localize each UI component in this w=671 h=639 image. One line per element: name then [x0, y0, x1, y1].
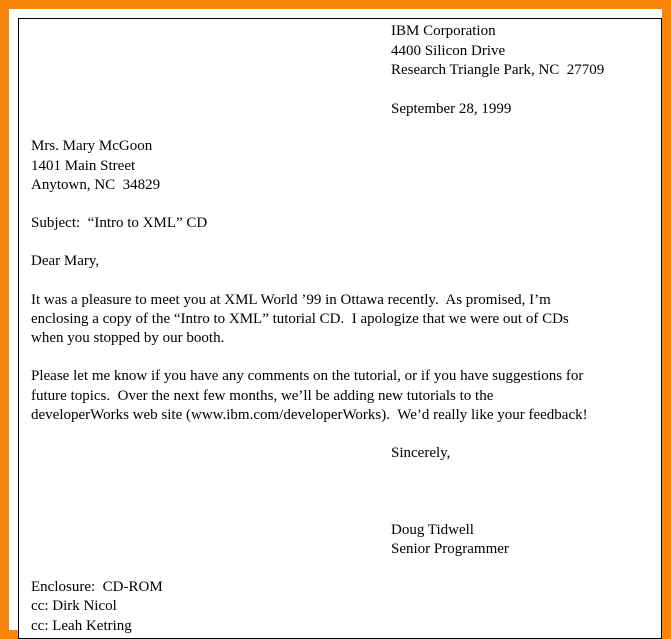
- body-paragraph-1-line: when you stopped by our booth.: [31, 330, 225, 346]
- body-paragraph-2-line: Please let me know if you have any comments on the tutorial, or if you have suggestions for: [31, 368, 584, 384]
- body-paragraph-1-line: It was a pleasure to meet you at XML World ’99 in Ottawa recently. As promised, I’m: [31, 292, 551, 308]
- signer-title: Senior Programmer: [391, 541, 509, 557]
- letter-date: September 28, 1999: [391, 101, 512, 117]
- closing: Sincerely,: [391, 445, 451, 461]
- recipient-name: Mrs. Mary McGoon: [31, 138, 153, 154]
- body-paragraph-2-line: developerWorks web site (www.ibm.com/developerWorks). We’d really like your feedback!: [31, 407, 588, 423]
- signer-name: Doug Tidwell: [391, 522, 474, 538]
- letter-page: [18, 18, 662, 639]
- body-paragraph-2-line: future topics. Over the next few months, we’ll be adding new tutorials to the: [31, 388, 494, 404]
- recipient-city: Anytown, NC 34829: [31, 177, 161, 193]
- enclosure-line: Enclosure: CD-ROM: [31, 579, 163, 595]
- recipient-street: 1401 Main Street: [31, 158, 136, 174]
- body-paragraph-1-line: enclosing a copy of the “Intro to XML” tutorial CD. I apologize that we were out of CDs: [31, 311, 569, 327]
- sender-company: IBM Corporation: [391, 23, 496, 39]
- sender-city: Research Triangle Park, NC 27709: [391, 62, 605, 78]
- subject-line: Subject: “Intro to XML” CD: [31, 215, 208, 231]
- cc-line: cc: Dirk Nicol: [31, 598, 117, 614]
- cc-line: cc: Leah Ketring: [31, 618, 132, 634]
- sender-street: 4400 Silicon Drive: [391, 43, 506, 59]
- salutation: Dear Mary,: [31, 253, 100, 269]
